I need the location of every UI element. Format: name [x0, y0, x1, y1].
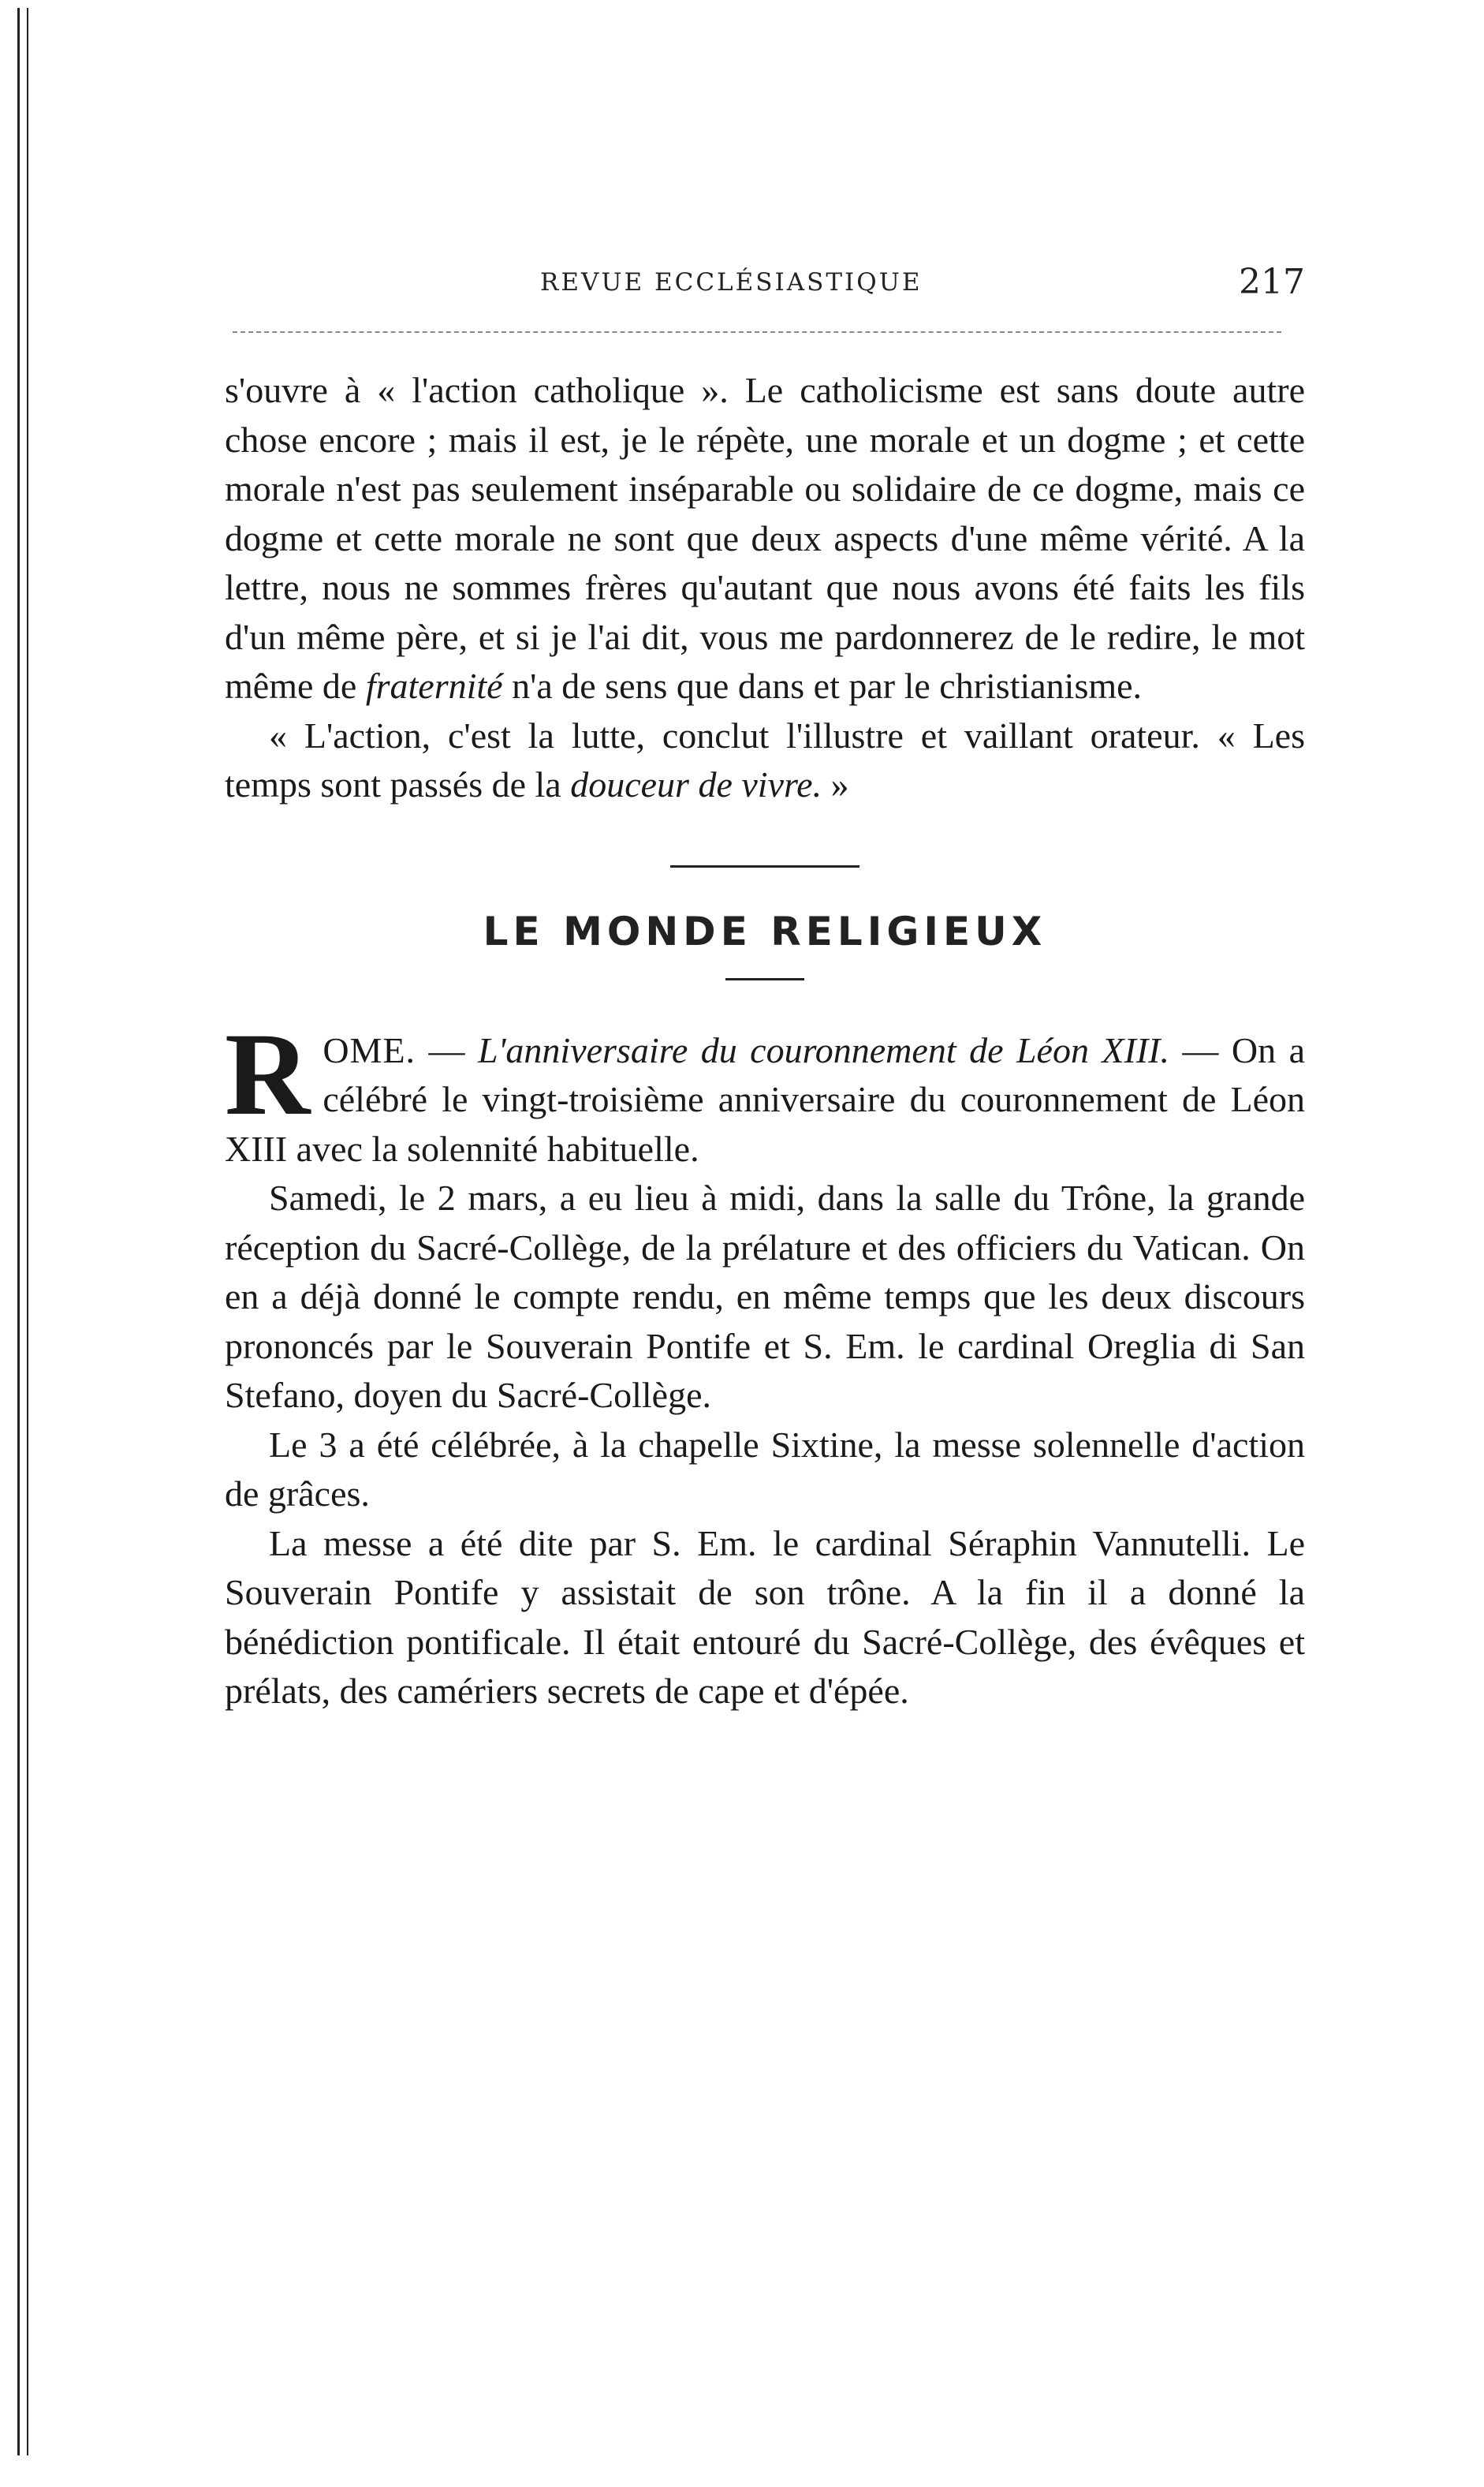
- lead-caps: OME.: [323, 1029, 416, 1070]
- paragraph-2: [225, 711, 1305, 810]
- paragraph-5: La messe a été dite par S. Em. le cardinal Séraphin Vannutelli. Le Souverain Pontife y assistait de son trône. A la fin il a donné la bénédiction pontificale. Il était entouré du Sacré-Collège, des évêques et prélats, des camériers secrets de cape et d'épée.: [225, 1522, 1305, 1711]
- paragraph-2-end: »: [822, 764, 849, 805]
- running-header: [225, 262, 1305, 316]
- section-divider: [670, 865, 859, 868]
- page-number: 217: [1239, 262, 1305, 302]
- paragraph-2-text: « L'action, c'est la lutte, conclut l'illustre et vaillant orateur. « Les temps sont passés de la: [225, 715, 1305, 805]
- paragraph-1-italic: fraternité: [365, 666, 503, 706]
- running-title: REVUE ECCLÉSIASTIQUE: [540, 268, 923, 297]
- paragraph-1: [225, 366, 1305, 711]
- paragraph-4: Le 3 a été célébrée, à la chapelle Sixtine, la messe solennelle d'action de grâces.: [225, 1424, 1305, 1514]
- paragraph-1-text: s'ouvre à « l'action catholique ». Le catholicisme est sans doute autre chose encore ; mais il est, je le répète, une morale et un dogme ; et cette morale n'est pas seulement inséparable ou solidaire de ce dogme, mais ce dogme et cette morale ne sont que deux aspects d'une même vérité. A la lettre, nous ne sommes frères qu'autant que nous avons été faits les fils d'un même père, et si je l'ai dit, vous me pardonnerez de le redire, le mot même de: [225, 370, 1305, 706]
- heading-underline: [725, 978, 804, 980]
- page-binding-edge: [0, 0, 71, 2487]
- paragraph-1-end: n'a de sens que dans et par le christianisme.: [502, 666, 1143, 706]
- article-title: L'anniversaire du couronnement de Léon XIII.: [478, 1029, 1169, 1070]
- lead-dash: —: [416, 1029, 478, 1070]
- section-heading: LE MONDE RELIGIEUX: [483, 908, 1047, 954]
- lead-text: — On a célébré le vingt-troisième anniversaire du couronnement de Léon XIII avec la solennité habituelle.: [225, 1029, 1305, 1169]
- drop-cap: R: [225, 1008, 311, 1140]
- paragraph-3: Samedi, le 2 mars, a eu lieu à midi, dans la salle du Trône, la grande réception du Sacré-Collège, de la prélature et des officiers du Vatican. On en a déjà donné le compte rendu, en même temps que les deux discours prononcés par le Souverain Pontife et S. Em. le cardinal Oreglia di San Stefano, doyen du Sacré-Collège.: [225, 1178, 1305, 1415]
- article-lead-paragraph: [225, 1008, 1305, 1174]
- paragraph-2-italic: douceur de vivre.: [570, 764, 822, 805]
- header-rule: [233, 331, 1281, 333]
- book-page: [225, 262, 1305, 1716]
